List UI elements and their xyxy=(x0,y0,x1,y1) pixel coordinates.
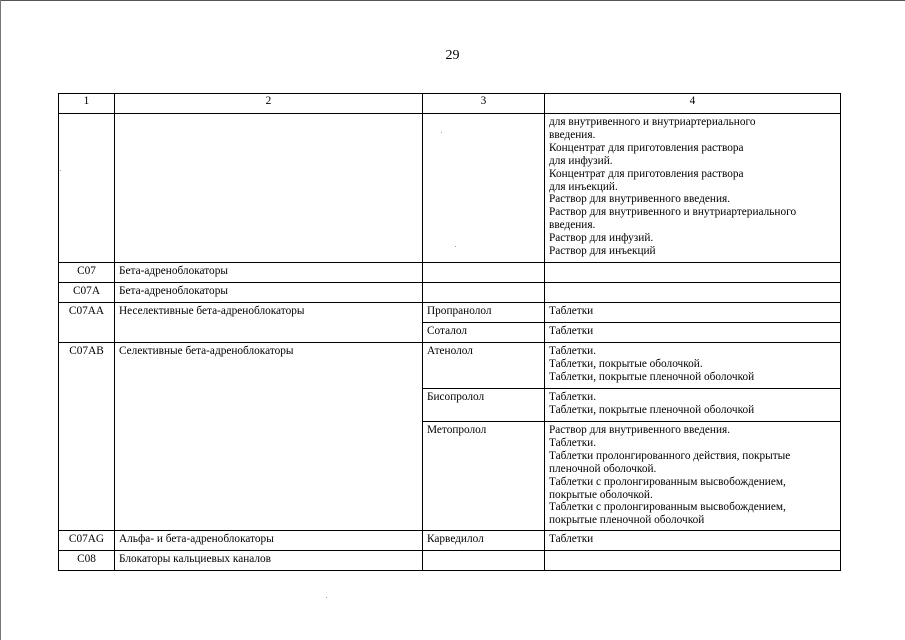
dosage-form-line: покрытые оболочкой. xyxy=(549,488,653,501)
dosage-form-line: Таблетки xyxy=(549,533,594,545)
dosage-forms-cell xyxy=(545,389,841,422)
group-cell: Блокаторы кальциевых каналов xyxy=(115,551,423,571)
table-header-row xyxy=(59,94,841,114)
dosage-form-line: Таблетки, покрытые пленочной оболочкой xyxy=(549,403,755,416)
dosage-form-line: Раствор для внутривенного введения. xyxy=(549,193,731,206)
dosage-form-line: Таблетки с пролонгированным высвобождением, xyxy=(549,501,786,514)
dosage-form-line: Таблетки пролонгированного действия, покрытые xyxy=(549,449,791,462)
group-cell xyxy=(115,114,423,263)
column-header-1: 1 xyxy=(59,94,115,114)
table-row xyxy=(59,551,841,571)
dosage-form-line: Таблетки, покрытые пленочной оболочкой xyxy=(549,370,755,383)
dosage-forms-cell xyxy=(545,114,841,263)
drug-cell: Метопролол xyxy=(423,422,545,531)
dosage-form-line: для внутривенного и внутриартериального xyxy=(549,116,756,128)
table-row xyxy=(59,303,841,323)
drug-table xyxy=(58,93,841,571)
dosage-form-line: Раствор для внутривенного и внутриартериального xyxy=(549,206,797,219)
page-number: 29 xyxy=(445,48,460,63)
scan-top-border xyxy=(0,0,905,1)
atc-code-cell: C07 xyxy=(59,263,115,283)
atc-code-cell: C07AB xyxy=(59,343,115,531)
column-header-3: 3 xyxy=(423,94,545,114)
dosage-forms-cell xyxy=(545,283,841,303)
drug-cell: Бисопролол xyxy=(423,389,545,422)
dosage-forms-cell xyxy=(545,343,841,389)
scan-speck xyxy=(455,246,456,247)
dosage-forms-cell xyxy=(545,323,841,343)
dosage-form-line: для инъекций. xyxy=(549,180,618,193)
dosage-form-line: для инфузий. xyxy=(549,154,613,167)
drug-cell xyxy=(423,551,545,571)
dosage-forms-cell xyxy=(545,422,841,531)
drug-cell: Пропранолол xyxy=(423,303,545,323)
group-cell: Бета-адреноблокаторы xyxy=(115,283,423,303)
dosage-form-line: Концентрат для приготовления раствора xyxy=(549,141,744,154)
dosage-forms-cell xyxy=(545,303,841,323)
dosage-form-line: Раствор для внутривенного введения. xyxy=(549,424,731,436)
atc-code-cell: C07A xyxy=(59,283,115,303)
group-cell: Неселективные бета-адреноблокаторы xyxy=(115,303,423,343)
group-cell: Бета-адреноблокаторы xyxy=(115,263,423,283)
column-header-2: 2 xyxy=(115,94,423,114)
drug-cell: Соталол xyxy=(423,323,545,343)
dosage-form-line: Раствор для инфузий. xyxy=(549,232,654,245)
dosage-form-line: Раствор для инъекций xyxy=(549,245,656,258)
group-cell: Селективные бета-адреноблокаторы xyxy=(115,343,423,531)
dosage-forms-cell xyxy=(545,531,841,551)
atc-code-cell xyxy=(59,114,115,263)
scan-speck xyxy=(326,597,327,598)
dosage-form-line: Таблетки, покрытые оболочкой. xyxy=(549,357,703,370)
table-row xyxy=(59,531,841,551)
table-row xyxy=(59,343,841,389)
dosage-form-line: Концентрат для приготовления раствора xyxy=(549,167,744,180)
table-row xyxy=(59,114,841,263)
table-row xyxy=(59,263,841,283)
dosage-form-line: Таблетки с пролонгированным высвобождением, xyxy=(549,475,786,488)
dosage-form-line: Таблетки xyxy=(549,305,594,317)
dosage-form-line: пленочной оболочкой. xyxy=(549,462,657,475)
column-header-4: 4 xyxy=(545,94,841,114)
drug-cell xyxy=(423,283,545,303)
dosage-form-line: введения. xyxy=(549,219,596,232)
table-row xyxy=(59,283,841,303)
drug-cell xyxy=(423,114,545,263)
drug-cell: Атенолол xyxy=(423,343,545,389)
dosage-form-line: Таблетки. xyxy=(549,436,597,449)
dosage-forms-cell xyxy=(545,263,841,283)
scan-speck xyxy=(441,132,442,133)
atc-code-cell: C08 xyxy=(59,551,115,571)
dosage-forms-cell xyxy=(545,551,841,571)
scan-speck xyxy=(60,170,61,171)
dosage-form-line: Таблетки. xyxy=(549,345,597,357)
atc-code-cell: C07AA xyxy=(59,303,115,343)
scan-left-border xyxy=(0,0,1,640)
dosage-form-line: покрытые пленочной оболочкой xyxy=(549,514,705,527)
dosage-form-line: Таблетки. xyxy=(549,391,597,403)
drug-cell: Карведилол xyxy=(423,531,545,551)
dosage-form-line: введения. xyxy=(549,128,596,141)
drug-cell xyxy=(423,263,545,283)
atc-code-cell: C07AG xyxy=(59,531,115,551)
dosage-form-line: Таблетки xyxy=(549,325,594,337)
group-cell: Альфа- и бета-адреноблокаторы xyxy=(115,531,423,551)
